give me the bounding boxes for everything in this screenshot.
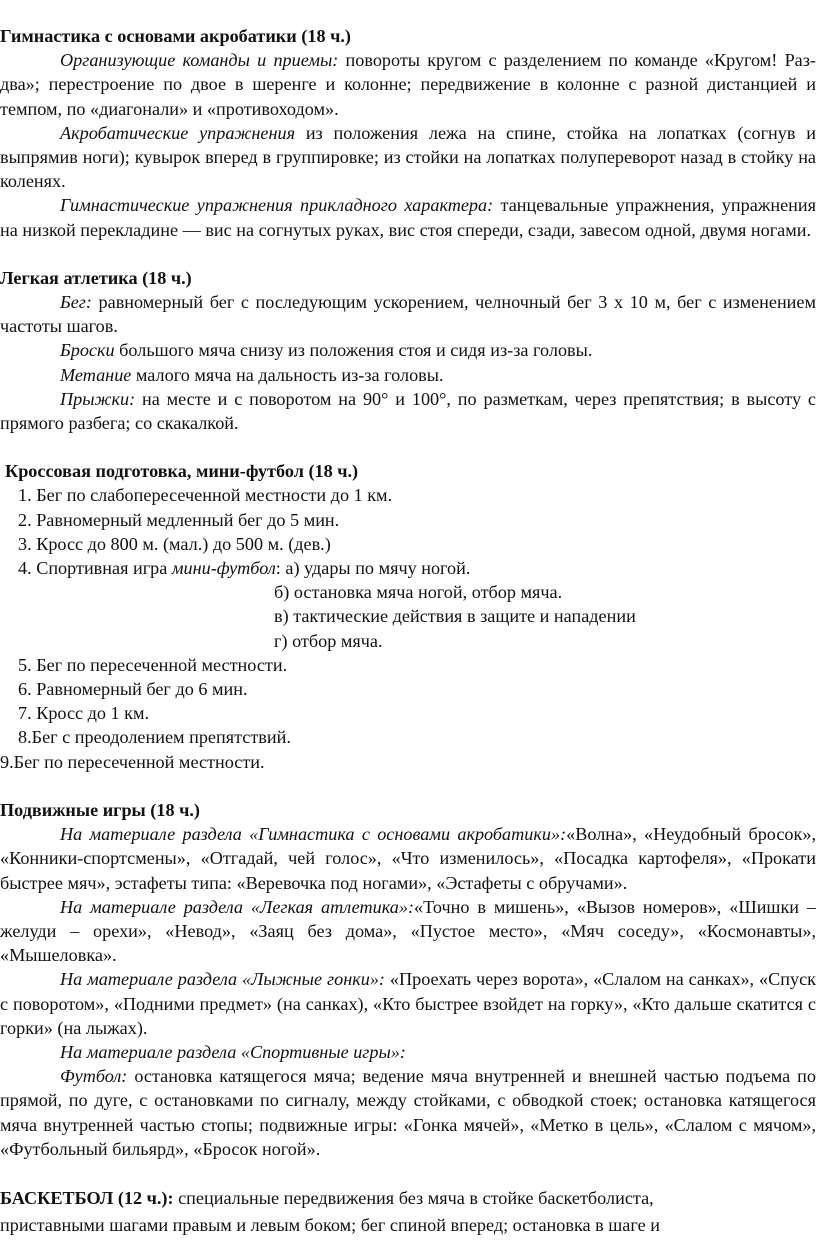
text-basketball-line-2: приставными шагами правым и левым боком; бег спиной вперед; остановка в шаге и [0, 1214, 660, 1235]
paragraph-jumps [0, 387, 816, 435]
list-item-3: 3. Кросс до 800 м. (мал.) до 500 м. (дев.) [18, 533, 331, 554]
text-games-gymnastics: «Волна», «Неудобный бросок», «Конники-спортсмены», «Отгадай, чей голос», «Что изменилось», «Посадка картофеля», «Прокати быстрее мяч», эстафеты типа: «Веревочка под ногами», «Эстафеты с обручами». [0, 824, 816, 893]
list-item-4 [0, 556, 816, 580]
text-org-commands: повороты кругом с разделением по команде «Кругом! Раз-два»; перестроение по двое в шеренге и колонне; передвижение в колонне с разной дистанцией и темпом, по «диагонали» и «противоходом». [0, 50, 816, 119]
paragraph-games-gymnastics [0, 822, 816, 895]
term-applied-gymnastics: Гимнастические упражнения прикладного характера: [60, 195, 494, 216]
section-heading-cross-country: Кроссовая подготовка, мини-футбол (18 ч.) [5, 461, 359, 482]
term-games-skiing: На материале раздела «Лыжные гонки»: [60, 969, 385, 990]
text-basketball-line-1: специальные передвижения без мяча в стойке баскетболиста, [173, 1187, 654, 1208]
paragraph-applied-gymnastics [0, 193, 816, 241]
section-heading-basketball: БАСКЕТБОЛ (12 ч.): [0, 1187, 174, 1208]
paragraph-org-commands [0, 48, 816, 121]
paragraph-acrobatics [0, 121, 816, 194]
document-page [0, 24, 816, 1239]
term-jumps: Прыжки: [60, 388, 136, 409]
text-throws: большого мяча снизу из положения стоя и сидя из-за головы. [114, 340, 593, 361]
term-throws: Броски [60, 340, 115, 361]
text-applied-gymnastics: танцевальные упражнения, упражнения на низкой перекладине — вис на согнутых руках, вис стоя спереди, сзади, завесом одной, двумя ногами. [0, 195, 816, 240]
list-item-6: 6. Равномерный бег до 6 мин. [18, 679, 248, 700]
paragraph-throws [0, 338, 816, 362]
sub-item-b: б) остановка мяча ногой, отбор мяча. [274, 582, 563, 603]
text-acrobatics: из положения лежа на спине, стойка на лопатках (согнув и выпрямив ноги); кувырок вперед в группировке; из стойки на лопатках полупереворот назад в стойку на коленях. [0, 122, 816, 192]
paragraph-football [0, 1064, 816, 1161]
text-games-athletics: «Точно в мишень», «Вызов номеров», «Шишки – желуди – орехи», «Невод», «Заяц без дома», «Пустое место», «Мяч соседу», «Космонавты», «Мышеловка». [0, 896, 816, 966]
term-games-gymnastics: На материале раздела «Гимнастика с основами акробатики»: [60, 824, 567, 845]
section-gap [0, 242, 816, 266]
term-org-commands: Организующие команды и приемы: [60, 50, 339, 71]
paragraph-games-skiing [0, 967, 816, 1040]
list-item-1: 1. Бег по слабопересеченной местности до 1 км. [18, 485, 393, 506]
section-heading-gymnastics: Гимнастика с основами акробатики (18 ч.) [0, 26, 351, 46]
paragraph-basketball [0, 1185, 816, 1212]
term-games-athletics: На материале раздела «Легкая атлетика»: [60, 896, 415, 917]
list-item-4-suffix: : а) удары по мячу ногой. [275, 558, 471, 579]
section-heading-outdoor-games: Подвижные игры (18 ч.) [0, 799, 200, 820]
list-item-5: 5. Бег по пересеченной местности. [18, 654, 288, 675]
section-gap [0, 435, 816, 459]
paragraph-games-sports [0, 1040, 816, 1064]
text-football: остановка катящегося мяча; ведение мяча внутренней и внешней частью подъема по прямой, по дуге, с остановками по сигналу, между стойками, с обводкой стоек; остановка катящегося мяча внутренней частью стопы; подвижные игры: «Гонка мячей», «Метко в цель», «Слалом с мячом», «Футбольный бильярд», «Бросок ногой». [0, 1066, 816, 1159]
term-running: Бег: [60, 292, 92, 313]
term-throwing: Метание [60, 364, 132, 385]
paragraph-running [0, 290, 816, 338]
section-gap [0, 1161, 816, 1185]
sub-item-d: г) отбор мяча. [274, 630, 383, 651]
paragraph-throwing [0, 363, 816, 387]
term-football: Футбол: [60, 1066, 128, 1087]
text-running: равномерный бег с последующим ускорением, челночный бег 3 х 10 м, бег с изменением частоты шагов. [0, 292, 816, 337]
text-throwing: малого мяча на дальность из-за головы. [131, 364, 444, 385]
list-item-2: 2. Равномерный медленный бег до 5 мин. [18, 509, 340, 530]
section-heading-athletics: Легкая атлетика (18 ч.) [0, 267, 192, 288]
section-gap [0, 774, 816, 798]
list-item-4-prefix: 4. Спортивная игра [18, 558, 172, 579]
paragraph-games-athletics [0, 895, 816, 968]
sub-item-c: в) тактические действия в защите и нападении [274, 606, 636, 627]
text-jumps: на месте и с поворотом на 90° и 100°, по разметкам, через препятствия; в высоту с прямого разбега; со скакалкой. [0, 388, 816, 434]
term-acrobatics: Акробатические упражнения [60, 122, 296, 143]
term-games-sports: На материале раздела «Спортивные игры»: [60, 1041, 406, 1062]
list-item-8: 8.Бег с преодолением препятствий. [18, 727, 291, 748]
list-item-9: 9.Бег по пересеченной местности. [0, 751, 265, 772]
text-games-skiing: «Проехать через ворота», «Слалом на санках», «Спуск с поворотом», «Подними предмет» (на санках), «Кто быстрее взойдет на горку», «Кто дальше скатится с горки» (на лыжах). [0, 969, 816, 1038]
term-mini-football: мини-футбол [171, 558, 276, 579]
list-item-7: 7. Кросс до 1 км. [18, 703, 150, 724]
